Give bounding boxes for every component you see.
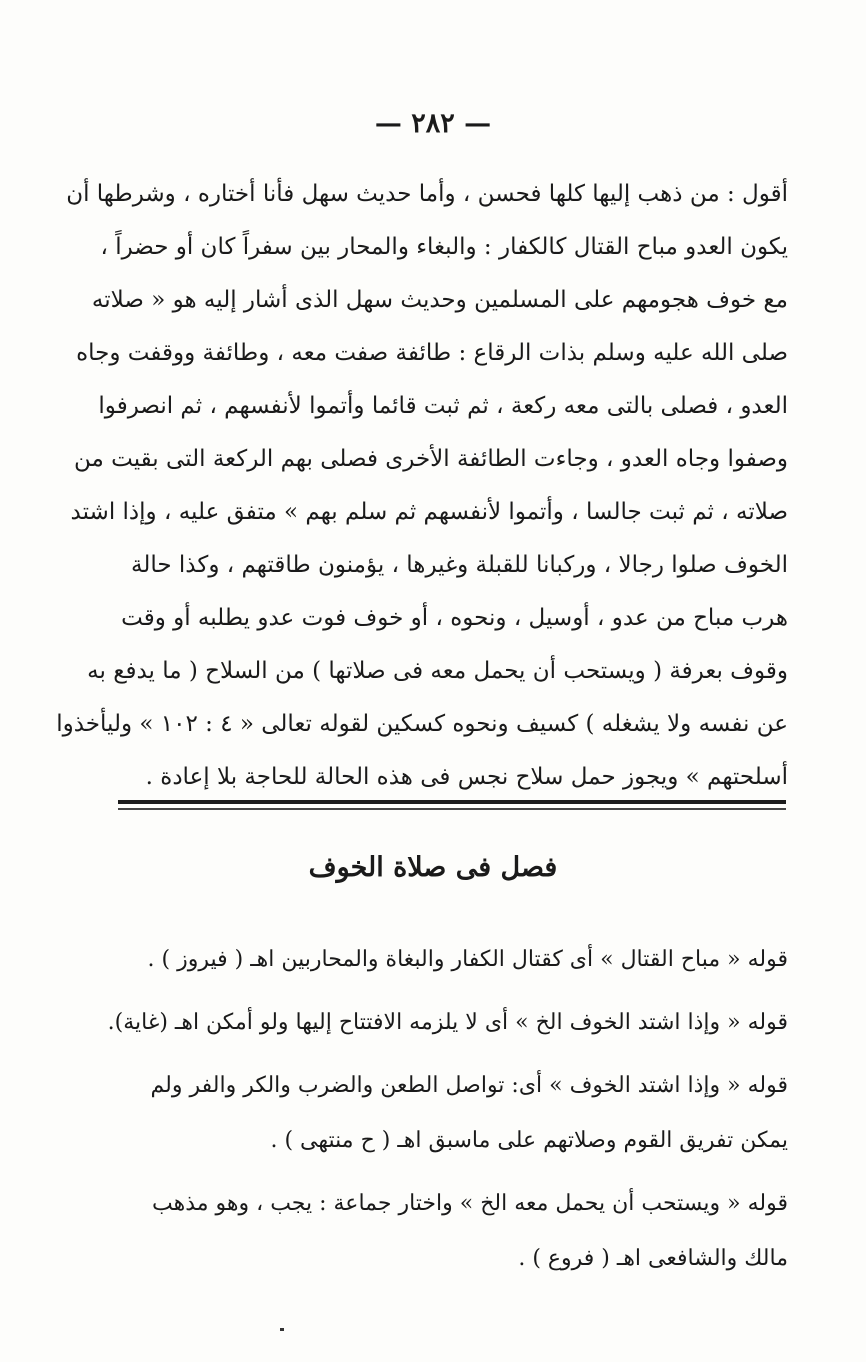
divider-thick-line [118, 800, 786, 804]
footnote [116, 932, 788, 987]
main-text-line: مع خوف هجومهم على المسلمين وحديث سهل الذى أشار إليه هو « صلاته [91, 287, 788, 313]
footnote-line: قوله « وإذا اشتد الخوف الخ » أى لا يلزمه الافتتاح إليها ولو أمكن اهـ (غاية). [107, 1010, 788, 1035]
section-divider [118, 800, 786, 818]
footnote-line: قوله « ويستحب أن يحمل معه الخ » واختار جماعة : يجب ، وهو مذهب [151, 1191, 788, 1216]
footnotes-block [107, 932, 788, 1294]
print-speck [280, 1328, 284, 1331]
footnote-line: يمكن تفريق القوم وصلاتهم على ماسبق اهـ ( ح منتهى ) . [270, 1128, 788, 1153]
main-text-line: الخوف صلوا رجالا ، وركبانا للقبلة وغيرها ، يؤمنون طاقتهم ، وكذا حالة [131, 552, 788, 578]
footnote-line: قوله « مباح القتال » أى كقتال الكفار والبغاة والمحاربين اهـ ( فيروز ) . [147, 947, 788, 972]
main-text-line: يكون العدو مباح القتال كالكفار : والبغاء والمحار بين سفراً كان أو حضراً ، [100, 234, 788, 260]
footnote-line: قوله « وإذا اشتد الخوف » أى: تواصل الطعن والضرب والكر والفر ولم [150, 1073, 788, 1098]
main-text-line: وصفوا وجاه العدو ، وجاءت الطائفة الأخرى فصلى بهم الركعة التى بقيت من [73, 446, 788, 472]
section-heading: فصل فى صلاة الخوف [308, 852, 558, 883]
main-text-block [56, 168, 788, 804]
main-text-line: هرب مباح من عدو ، أوسيل ، ونحوه ، أو خوف فوت عدو يطلبه أو وقت [121, 605, 788, 631]
main-text-line: عن نفسه ولا يشغله ) كسيف ونحوه كسكين لقوله تعالى « ٤ : ١٠٢ » وليأخذوا [56, 711, 788, 737]
divider-thin-line [118, 808, 786, 810]
main-text-line: أسلحتهم » ويجوز حمل سلاح نجس فى هذه الحالة للحاجة بلا إعادة . [145, 764, 788, 790]
main-text-line: وقوف بعرفة ( ويستحب أن يحمل معه فى صلاتها ) من السلاح ( ما يدفع به [87, 658, 788, 684]
main-text-line: العدو ، فصلى بالتى معه ركعة ، ثم ثبت قائما وأتموا لأنفسهم ، ثم انصرفوا [98, 393, 788, 419]
page-number: — ٢٨٢ — [374, 108, 492, 139]
footnote-line: مالك والشافعى اهـ ( فروع ) . [518, 1246, 788, 1271]
footnote [107, 995, 788, 1050]
main-text-line: صلى الله عليه وسلم بذات الرقاع : طائفة صفت معه ، وطائفة ووقفت وجاه [76, 340, 788, 366]
main-text-line: أقول : من ذهب إليها كلها فحسن ، وأما حديث سهل فأنا أختاره ، وشرطها أن [66, 181, 788, 207]
footnote [116, 1176, 788, 1286]
footnote [116, 1058, 788, 1168]
main-text-line: صلاته ، ثم ثبت جالسا ، وأتموا لأنفسهم ثم سلم بهم » متفق عليه ، وإذا اشتد [70, 499, 788, 525]
